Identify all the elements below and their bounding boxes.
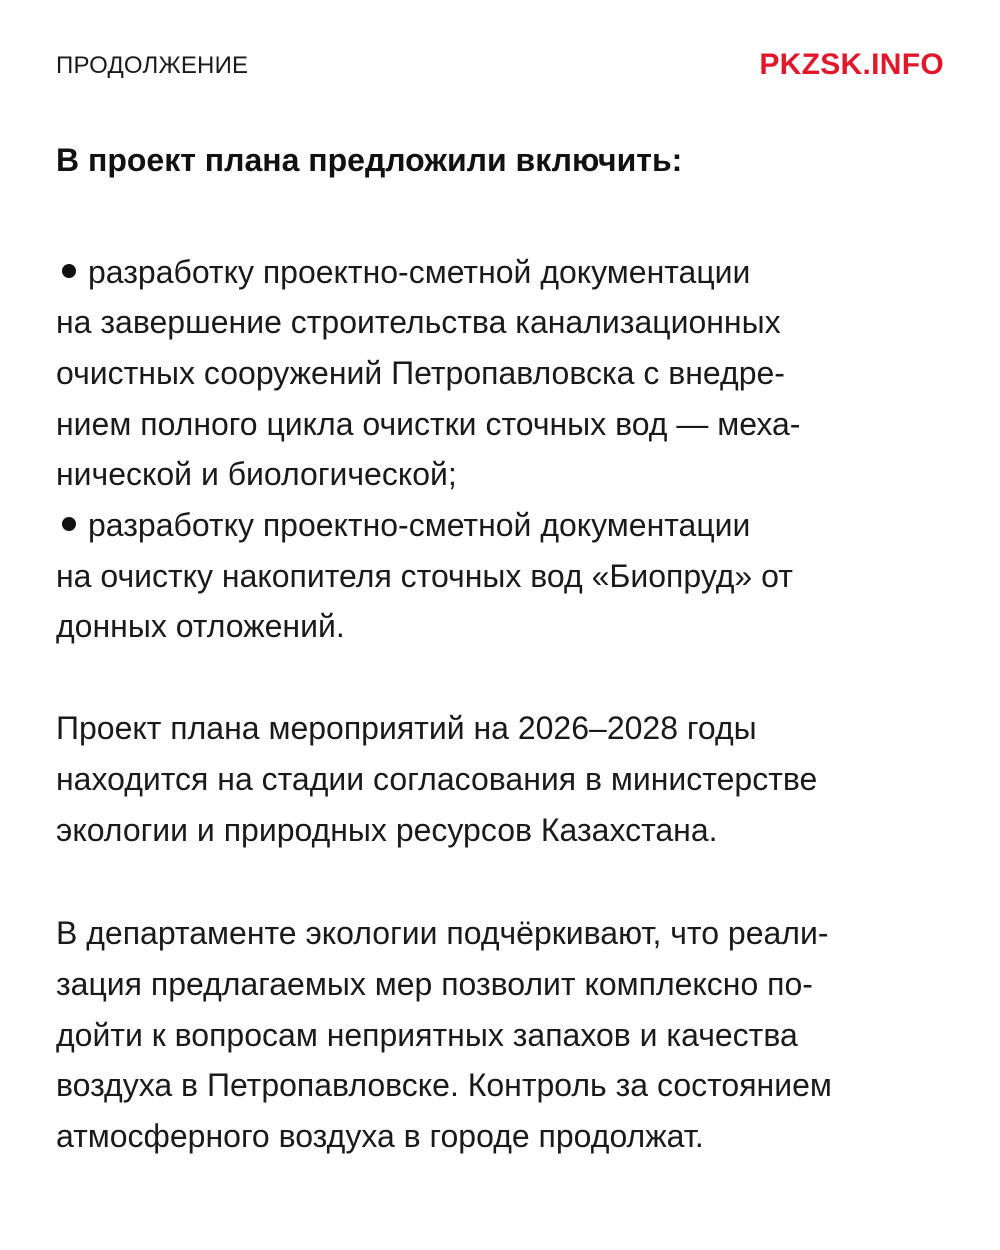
paragraph-1-line-1: Проект плана мероприятий на 2026–2028 годы — [56, 710, 757, 746]
paragraph-2-line-2: зация предлагаемых мер позволит комплексно по- — [56, 966, 813, 1002]
bullet-item-1-line-1: разработку проектно-сметной документации — [62, 252, 750, 292]
bullet-item-1-line-3: очистных сооружений Петропавловска с внедре- — [56, 355, 785, 391]
bullet-icon — [62, 264, 76, 278]
header — [56, 50, 944, 84]
bullet-item-1-line-2: на завершение строительства канализационных — [56, 304, 781, 340]
bullet-icon — [62, 517, 76, 531]
paragraph-2-line-5: атмосферного воздуха в городе продолжат. — [56, 1118, 704, 1154]
paragraph-2-line-1: В департаменте экологии подчёркивают, что реали- — [56, 915, 829, 951]
paragraph-2-line-4: воздуха в Петропавловске. Контроль за состоянием — [56, 1067, 832, 1103]
bullet-item-1-line-4: нием полного цикла очистки сточных вод — меха- — [56, 406, 801, 442]
paragraph-1-line-3: экологии и природных ресурсов Казахстана. — [56, 812, 718, 848]
bullet-item-2-line-3: донных отложений. — [56, 608, 345, 644]
continuation-label: ПРОДОЛЖЕНИЕ — [56, 52, 249, 79]
lead-heading: В проект плана предложили включить: — [56, 142, 683, 178]
paragraph-2-line-3: дойти к вопросам неприятных запахов и качества — [56, 1017, 798, 1053]
bullet-item-1-line-5: нической и биологической; — [56, 456, 457, 492]
bullet-item-2-line-2: на очистку накопителя сточных вод «Биопруд» от — [56, 558, 793, 594]
brand-logo[interactable]: PKZSK.INFO — [759, 48, 944, 81]
paragraph-1-line-2: находится на стадии согласования в министерстве — [56, 761, 818, 797]
bullet-item-2-line-1: разработку проектно-сметной документации — [62, 505, 750, 545]
